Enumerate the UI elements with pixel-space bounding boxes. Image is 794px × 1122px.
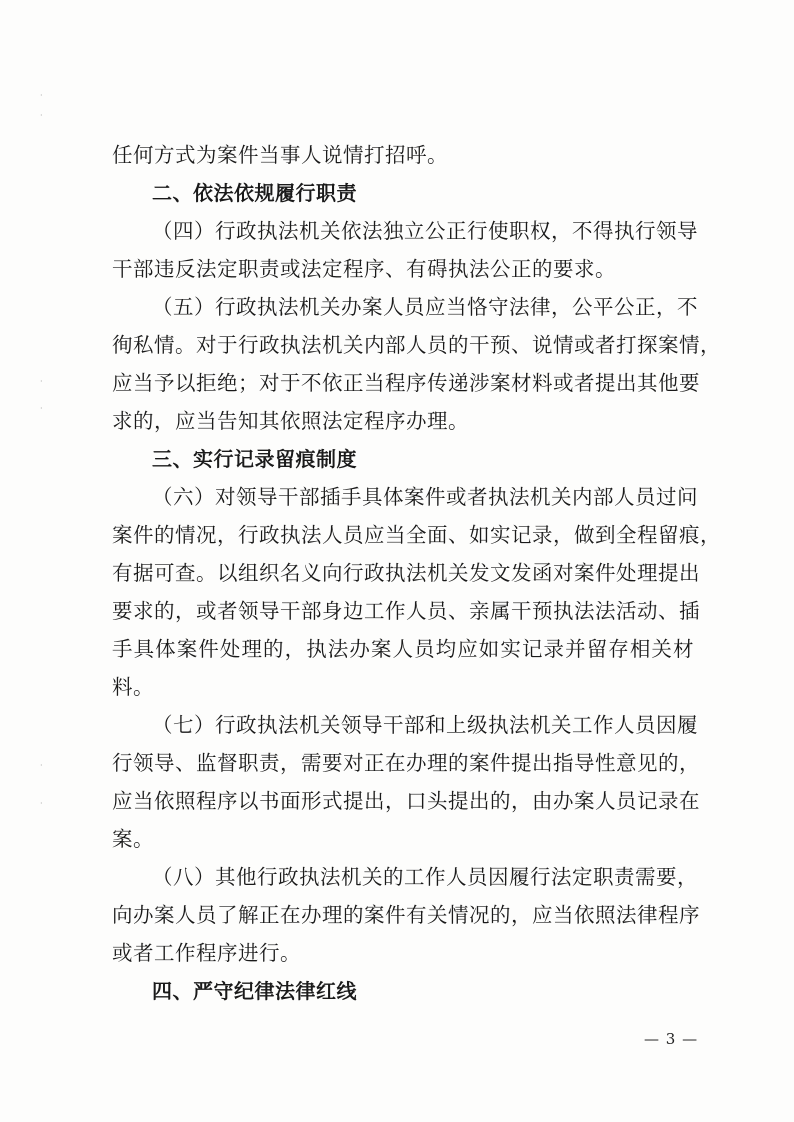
paragraph-line: 徇私情。对于行政执法机关内部人员的干预、说情或者打探案情， — [112, 333, 721, 357]
paragraph-line: 手具体案件处理的，执法办案人员均应如实记录并留存相关材 — [112, 637, 694, 661]
paragraph-line: 要求的，或者领导干部身边工作人员、亲属干预执法法活动、插 — [112, 599, 700, 623]
section-heading: 三、实行记录留痕制度 — [152, 447, 357, 471]
section-heading: 二、依法依规履行职责 — [152, 181, 357, 205]
section-heading: 四、严守纪律法律红线 — [152, 979, 357, 1003]
paragraph-line: （四）行政执法机关依法独立公正行使职权，不得执行领导 — [152, 219, 698, 243]
paragraph-line: 向办案人员了解正在办理的案件有关情况的，应当依照法律程序 — [112, 903, 700, 927]
paragraph-line: （六）对领导干部插手具体案件或者执法机关内部人员过问 — [152, 485, 698, 509]
binding-hole-mark: · — [40, 404, 43, 413]
paragraph-line: 应当依照程序以书面形式提出，口头提出的，由办案人员记录在 — [112, 789, 700, 813]
binding-hole-mark: · — [40, 761, 43, 770]
paragraph-line: （七）行政执法机关领导干部和上级执法机关工作人员因履 — [152, 713, 698, 737]
binding-hole-mark: · — [40, 91, 43, 100]
binding-hole-mark: · — [40, 111, 43, 120]
paragraph-line: 应当予以拒绝；对于不依正当程序传递涉案材料或者提出其他要 — [112, 371, 700, 395]
paragraph-line: （五）行政执法机关办案人员应当恪守法律，公平公正，不 — [152, 295, 698, 319]
paragraph-line: 干部违反法定职责或法定程序、有碍执法公正的要求。 — [112, 257, 616, 281]
page-number: — 3 — — [644, 1030, 699, 1048]
paragraph-line: 有据可查。以组织名义向行政执法机关发文发函对案件处理提出 — [112, 561, 700, 585]
paragraph-line: 求的，应当告知其依照法定程序办理。 — [112, 409, 469, 433]
paragraph-line: 料。 — [112, 675, 154, 699]
paragraph-line: 或者工作程序进行。 — [112, 941, 301, 965]
document-body — [112, 136, 721, 1010]
paragraph-line: 案件的情况，行政执法人员应当全面、如实记录，做到全程留痕， — [112, 523, 721, 547]
paragraph-line: （八）其他行政执法机关的工作人员因履行法定职责需要， — [152, 865, 698, 889]
paragraph-line: 任何方式为案件当事人说情打招呼。 — [112, 143, 448, 167]
binding-hole-mark: · — [40, 799, 43, 808]
paragraph-line: 案。 — [112, 827, 154, 851]
binding-hole-mark: · — [40, 377, 43, 386]
paragraph-line: 行领导、监督职责，需要对正在办理的案件提出指导性意见的， — [112, 751, 700, 775]
